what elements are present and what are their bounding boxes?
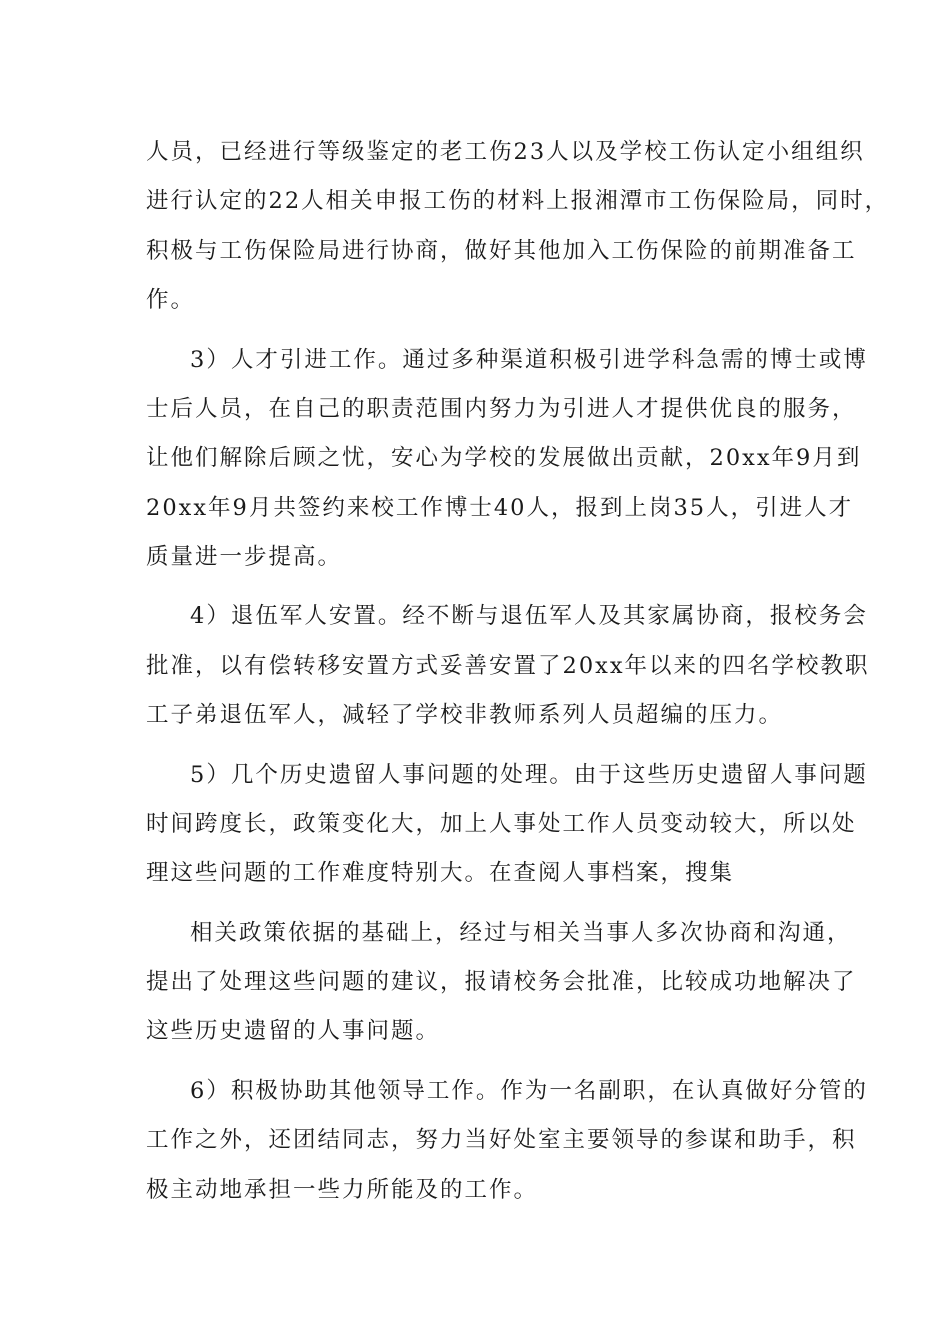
paragraph-2-line-1: 3）人才引进工作。通过多种渠道积极引进学科急需的博士或博 (190, 347, 868, 373)
paragraph-3-line-3: 工子弟退伍军人，减轻了学校非教师系列人员超编的压力。 (146, 702, 784, 728)
paragraph-5-line-2: 提出了处理这些问题的建议，报请校务会批准，比较成功地解决了 (146, 969, 857, 995)
paragraph-6-line-3: 极主动地承担一些力所能及的工作。 (146, 1177, 539, 1203)
paragraph-5-line-1: 相关政策依据的基础上，经过与相关当事人多次协商和沟通， (190, 920, 852, 946)
paragraph-4-line-3: 理这些问题的工作难度特别大。在查阅人事档案，搜集 (146, 860, 735, 886)
paragraph-5-line-3: 这些历史遗留的人事问题。 (146, 1018, 441, 1044)
paragraph-2-line-5: 质量进一步提高。 (146, 544, 343, 570)
paragraph-4-line-1: 5）几个历史遗留人事问题的处理。由于这些历史遗留人事问题 (190, 762, 868, 788)
paragraph-1-line-4: 作。 (146, 287, 196, 313)
paragraph-3-line-2: 批准，以有偿转移安置方式妥善安置了20xx年以来的四名学校教职 (146, 653, 870, 679)
paragraph-6-line-2: 工作之外，还团结同志，努力当好处室主要领导的参谋和助手，积 (146, 1127, 857, 1153)
paragraph-6-line-1: 6）积极协助其他领导工作。作为一名副职，在认真做好分管的 (190, 1078, 868, 1104)
paragraph-1-line-2: 进行认定的22人相关申报工伤的材料上报湘潭市工伤保险局，同时， (146, 188, 890, 214)
paragraph-4-line-2: 时间跨度长，政策变化大，加上人事处工作人员变动较大，所以处 (146, 811, 857, 837)
paragraph-1-line-3: 积极与工伤保险局进行协商，做好其他加入工伤保险的前期准备工 (146, 238, 857, 264)
paragraph-2-line-2: 士后人员，在自己的职责范围内努力为引进人才提供优良的服务， (146, 396, 857, 422)
paragraph-1-line-1: 人员，已经进行等级鉴定的老工伤23人以及学校工伤认定小组组织 (146, 139, 865, 165)
paragraph-3-line-1: 4）退伍军人安置。经不断与退伍军人及其家属协商，报校务会 (190, 603, 868, 629)
paragraph-2-line-4: 20xx年9月共签约来校工作博士40人，报到上岗35人，引进人才 (146, 495, 854, 521)
paragraph-2-line-3: 让他们解除后顾之忧，安心为学校的发展做出贡献，20xx年9月到 (146, 445, 862, 471)
